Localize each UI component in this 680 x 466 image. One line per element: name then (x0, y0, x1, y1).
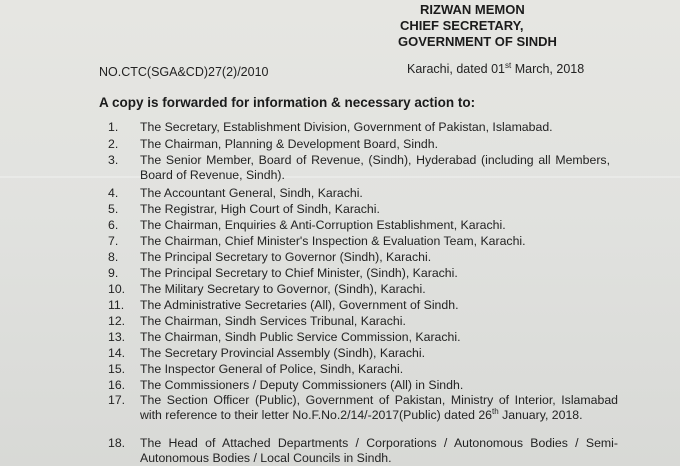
item-text: The Secretary, Establishment Division, Government of Pakistan, Islamabad. (140, 120, 553, 134)
item-text: The Military Secretary to Governor, (Sindh), Karachi. (140, 282, 426, 296)
item-number: 2. (108, 137, 119, 151)
item-number: 10. (108, 282, 126, 296)
item-text: The Principal Secretary to Governor (Sindh), Karachi. (140, 250, 432, 264)
item-text: The Inspector General of Police, Sindh, Karachi. (140, 362, 404, 376)
item-number: 8. (108, 250, 119, 264)
date-superscript: st (505, 60, 512, 70)
item-text: The Registrar, High Court of Sindh, Karachi. (140, 202, 380, 216)
item-text: The Senior Member, Board of Revenue, (Sindh), Hyderabad (including all Members, Board of Revenue, Sindh). (140, 153, 610, 182)
item-number: 13. (108, 330, 126, 344)
item-text: The Secretary Provincial Assembly (Sindh), Karachi. (140, 346, 425, 360)
item-number: 18. (108, 436, 126, 450)
reference-number: NO.CTC(SGA&CD)27(2)/2010 (99, 65, 269, 79)
item-number: 1. (108, 120, 119, 134)
item-text: The Chairman, Sindh Public Service Commission, Karachi. (140, 330, 461, 344)
item-number: 3. (108, 153, 119, 167)
item-number: 9. (108, 266, 119, 280)
item-text: The Head of Attached Departments / Corporations / Autonomous Bodies / Semi-Autonomous Bodies / Local Councils in Sindh. (140, 436, 618, 465)
item-number: 17. (108, 393, 126, 407)
item-text: The Administrative Secretaries (All), Government of Sindh. (140, 298, 459, 312)
item-number: 11. (108, 298, 125, 312)
item-text: The Chairman, Enquiries & Anti-Corruption Establishment, Karachi. (140, 218, 506, 232)
item-text-main: The Section Officer (Public), Government of Pakistan, Ministry of Interior, Islamabad with reference to their letter No.F.No.2/14/-2017(Public) dated 26 (140, 393, 618, 422)
forward-heading: A copy is forwarded for information & necessary action to: (99, 95, 476, 110)
item-text: The Chairman, Planning & Development Board, Sindh. (140, 137, 439, 151)
item-number: 14. (108, 346, 126, 360)
item-text: The Commissioners / Deputy Commissioners (All) in Sindh. (140, 378, 464, 392)
item-text: The Principal Secretary to Chief Minister, (Sindh), Karachi. (140, 266, 458, 280)
item-number: 16. (108, 378, 126, 392)
item-text: The Accountant General, Sindh, Karachi. (140, 186, 363, 200)
item-text: The Chairman, Chief Minister's Inspection & Evaluation Team, Karachi. (140, 234, 526, 248)
item-text-tail: January, 2018. (498, 408, 583, 422)
date-prefix: Karachi, dated 01 (407, 62, 505, 76)
item-text (140, 393, 618, 423)
date-suffix: March, 2018 (511, 62, 585, 76)
signatory-department: GOVERNMENT OF SINDH (398, 34, 557, 49)
item-number: 6. (108, 218, 119, 232)
item-number: 4. (108, 186, 119, 200)
item-text-superscript: th (492, 406, 499, 416)
item-number: 7. (108, 234, 119, 248)
item-number: 15. (108, 362, 126, 376)
item-text: The Chairman, Sindh Services Tribunal, Karachi. (140, 314, 406, 328)
item-number: 5. (108, 202, 119, 216)
signatory-name: RIZWAN MEMON (420, 2, 525, 17)
signatory-title: CHIEF SECRETARY, (400, 18, 524, 33)
item-number: 12. (108, 314, 126, 328)
